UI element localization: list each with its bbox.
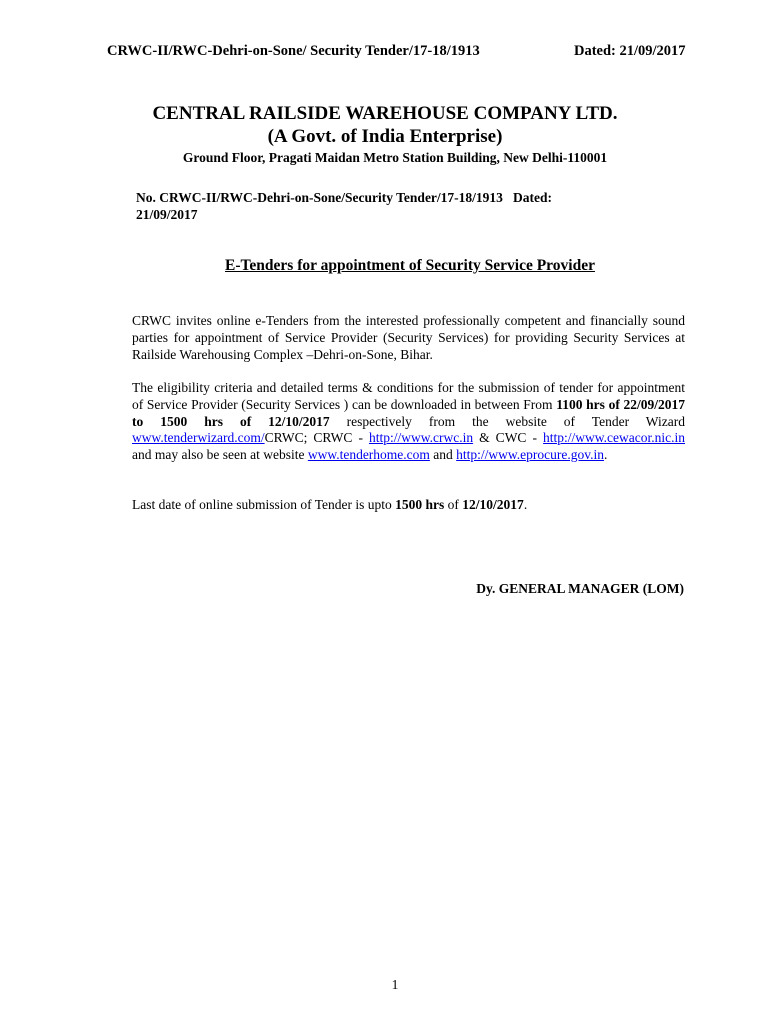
cewacor-link[interactable]: http://www.cewacor.nic.in (543, 430, 685, 446)
reference-line (136, 189, 696, 223)
tender-heading: E-Tenders for appointment of Security Service Provider (225, 257, 595, 274)
eligibility-text-3: & CWC - (473, 430, 544, 446)
reference-number: No. CRWC-II/RWC-Dehri-on-Sone/Security Tender/17-18/1913 (136, 190, 503, 205)
paragraph-eligibility (132, 380, 685, 464)
reference-date: 21/09/2017 (136, 207, 198, 222)
paragraph-invitation: CRWC invites online e-Tenders from the interested professionally competent and financially sound parties for appointment of Service Provider (Security Services) for providing Security Services at Railside Warehousing Complex –Dehri-on-Sone, Bihar. (132, 313, 685, 362)
crwc-link[interactable]: http://www.crwc.in (368, 430, 474, 446)
tenderwizard-link[interactable]: www.tenderwizard.com/ (132, 430, 265, 446)
eligibility-text-5: and (429, 447, 457, 463)
eligibility-intro: The eligibility criteria and detailed terms & conditions for the submission of tender for appointment of Service Provider (Security Services ) can be downloaded in between From (132, 380, 685, 412)
last-date-intro: Last date of online submission of Tender is upto (132, 497, 396, 512)
tenderhome-link[interactable]: www.tenderhome.com (307, 447, 430, 463)
download-period: 1100 hrs of 22/09/2017 to 1500 hrs of 12/10/2017 (132, 396, 685, 429)
last-date-of: of (444, 497, 463, 512)
last-date-end: . (523, 497, 528, 512)
company-name: CENTRAL RAILSIDE WAREHOUSE COMPANY LTD. (152, 103, 618, 124)
company-address: Ground Floor, Pragati Maidan Metro Station Building, New Delhi-110001 (182, 150, 608, 165)
paragraph-last-date (132, 497, 685, 514)
header-date: Dated: 21/09/2017 (574, 43, 686, 59)
company-subtitle: (A Govt. of India Enterprise) (267, 126, 503, 147)
last-date-time: 1500 hrs (395, 497, 445, 512)
eligibility-end: . (604, 447, 608, 463)
last-date-date: 12/10/2017 (462, 497, 524, 512)
reference-dated-label: Dated: (513, 190, 553, 205)
eligibility-text-2: CRWC; CRWC - (264, 430, 369, 446)
eligibility-text-1: respectively from the website of Tender Wizard (329, 413, 685, 429)
header-reference: CRWC-II/RWC-Dehri-on-Sone/ Security Tender/17-18/1913 (107, 43, 480, 59)
signatory: Dy. GENERAL MANAGER (LOM) (476, 581, 684, 596)
eligibility-text-4: and may also be seen at website (132, 447, 308, 463)
eprocure-link[interactable]: http://www.eprocure.gov.in (456, 447, 605, 463)
page-number: 1 (391, 977, 399, 992)
